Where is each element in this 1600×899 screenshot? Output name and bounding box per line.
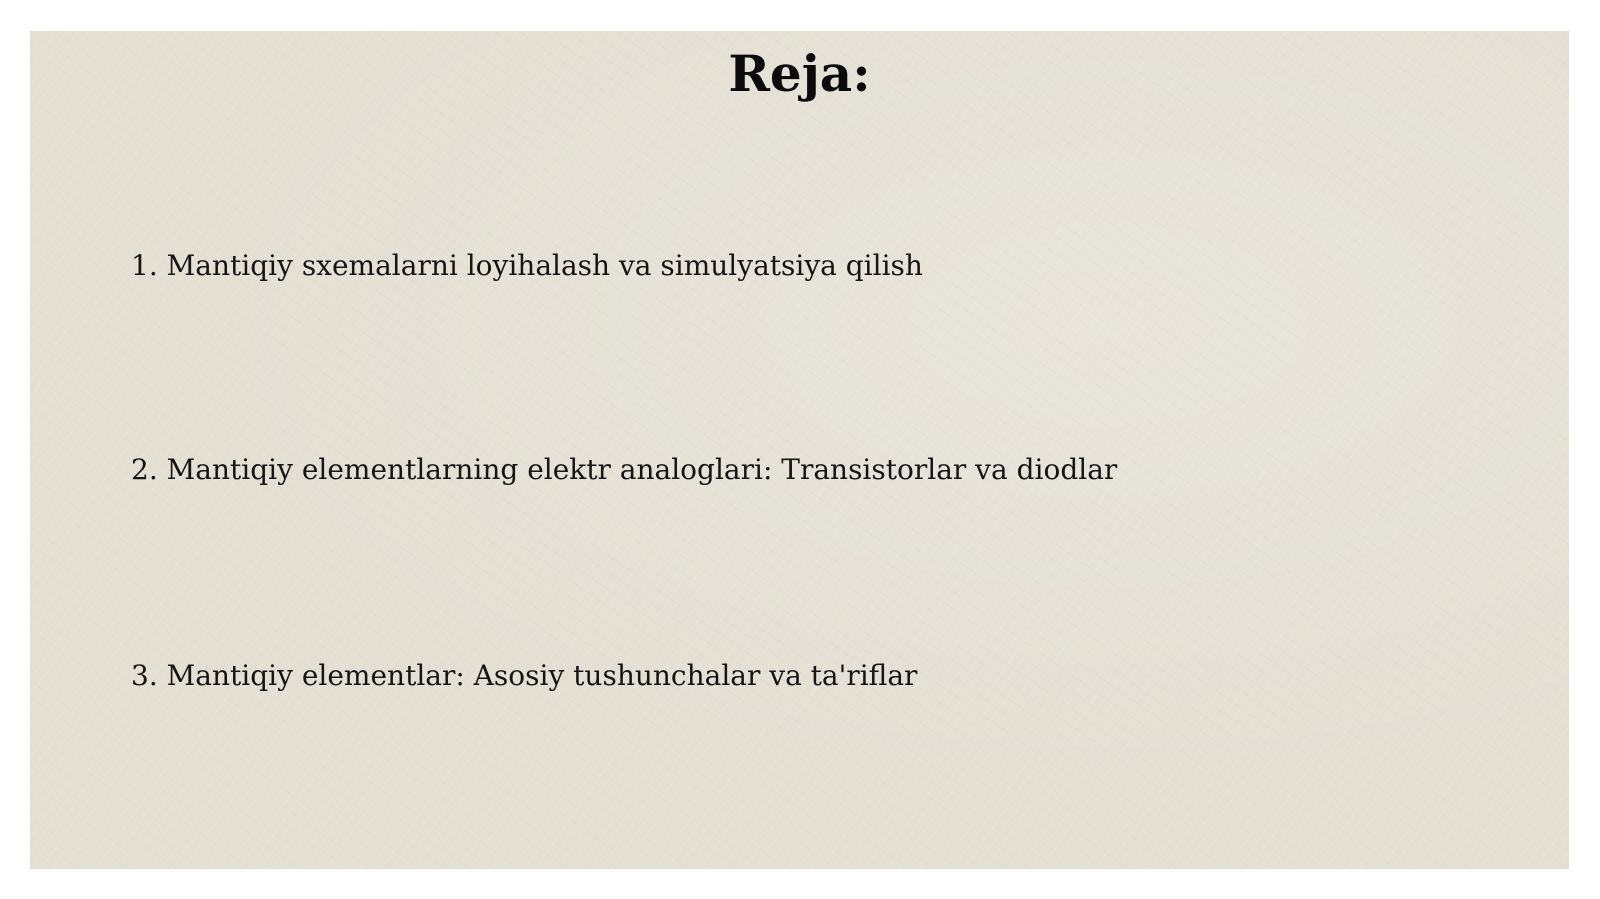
plan-item-2: 2. Mantiqiy elementlarning elektr analoglari: Transistorlar va diodlar [131, 453, 1118, 486]
slide [30, 31, 1569, 869]
plan-item-3: 3. Mantiqiy elementlar: Asosiy tushunchalar va ta'riflar [131, 659, 918, 692]
slide-title: Reja: [728, 44, 871, 103]
plan-item-1: 1. Mantiqiy sxemalarni loyihalash va simulyatsiya qilish [131, 249, 923, 282]
